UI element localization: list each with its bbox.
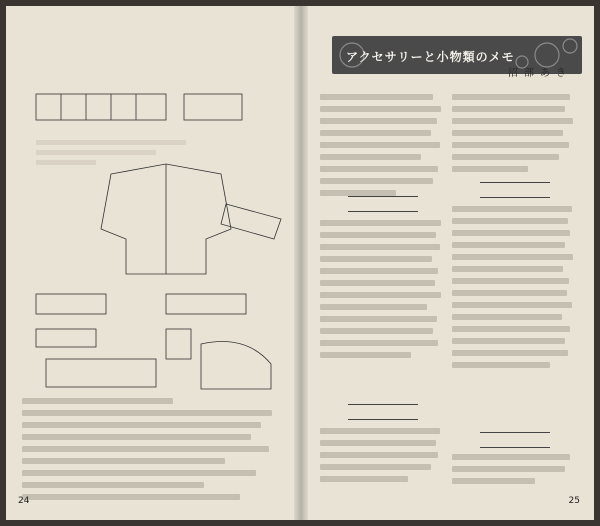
magazine-spread bbox=[6, 6, 594, 520]
section-heading-2 bbox=[348, 404, 418, 420]
pattern-diagram bbox=[16, 54, 291, 394]
right-page bbox=[302, 6, 594, 520]
right-column-1 bbox=[320, 94, 446, 202]
right-column-2b bbox=[452, 206, 578, 374]
article-title: アクセサリーと小物類のメモ bbox=[346, 50, 515, 64]
cut-piece-5 bbox=[46, 359, 156, 387]
section-heading-1 bbox=[348, 196, 418, 212]
right-column-2c bbox=[452, 454, 578, 490]
page-number-right: 25 bbox=[568, 496, 580, 506]
sleeve-piece bbox=[201, 342, 271, 390]
pattern-strip bbox=[36, 94, 166, 120]
page-number-left: 24 bbox=[18, 496, 30, 506]
author-name: 沼部あき bbox=[508, 68, 572, 79]
cut-piece-2 bbox=[166, 294, 246, 314]
right-column-1b bbox=[320, 220, 446, 364]
section-heading-3 bbox=[480, 182, 550, 198]
cut-piece-3 bbox=[36, 329, 96, 347]
left-body-text bbox=[22, 398, 282, 506]
section-heading-4 bbox=[480, 432, 550, 448]
right-column-1c bbox=[320, 428, 446, 488]
left-page bbox=[6, 6, 298, 520]
cut-piece-4 bbox=[166, 329, 191, 359]
pattern-strip-2 bbox=[184, 94, 242, 120]
right-column-2 bbox=[452, 94, 578, 178]
cut-piece-1 bbox=[36, 294, 106, 314]
